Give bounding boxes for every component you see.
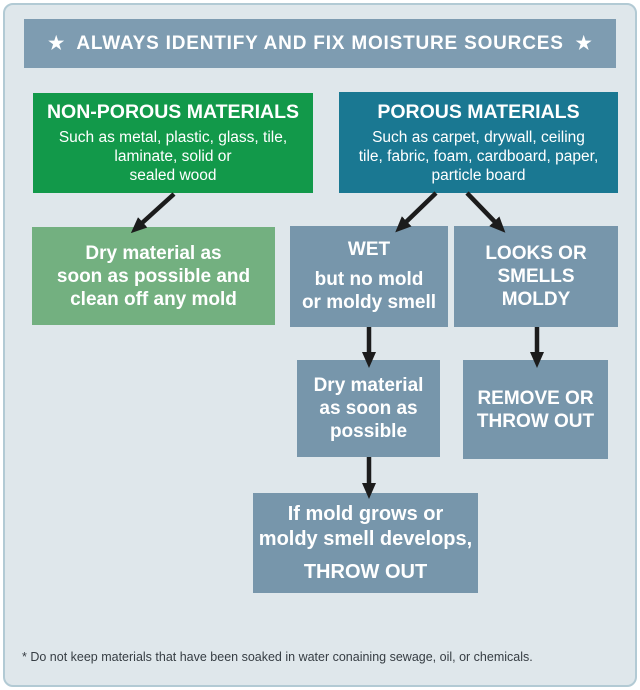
dry-and-clean-box: [32, 227, 275, 325]
porous-line: Such as carpet, drywall, ceiling: [372, 128, 585, 146]
looks-line: MOLDY: [501, 289, 571, 310]
dry-and-clean-line: soon as possible and: [56, 265, 251, 287]
dry-material-soon-box: [297, 360, 440, 457]
dry-soon-line: Dry material: [313, 375, 424, 396]
porous-line: particle board: [431, 166, 526, 184]
remove-line: THROW OUT: [476, 410, 595, 432]
porous-materials-box: [339, 92, 618, 193]
if-mold-grows-box: [253, 493, 478, 593]
dry-and-clean-line: clean off any mold: [70, 288, 237, 310]
dry-and-clean-line: Dry material as: [85, 242, 222, 264]
banner-title: ALWAYS IDENTIFY AND FIX MOISTURE SOURCES: [76, 32, 564, 54]
if-mold-line: If mold grows or: [287, 503, 444, 525]
porous-line: tile, fabric, foam, cardboard, paper,: [358, 147, 599, 165]
non-porous-materials-box: [33, 93, 313, 193]
wet-no-mold-box: [290, 226, 448, 327]
footnote: * Do not keep materials that have been soaked in water conaining sewage, oil, or chemicals.: [22, 650, 533, 664]
non-porous-line: sealed wood: [129, 167, 217, 184]
banner: [24, 19, 616, 68]
star-icon: ★: [48, 33, 65, 53]
non-porous-line: Such as metal, plastic, glass, tile,: [58, 129, 288, 146]
star-icon: ★: [575, 33, 592, 53]
non-porous-line: laminate, solid or: [114, 148, 232, 165]
dry-soon-line: possible: [329, 421, 408, 442]
dry-soon-line: as soon as: [319, 398, 418, 419]
looks-line: SMELLS: [497, 266, 575, 287]
non-porous-title: NON-POROUS MATERIALS: [46, 101, 300, 123]
remove-or-throw-out-box: [463, 360, 608, 459]
if-mold-line: moldy smell develops,: [258, 528, 473, 550]
porous-title: POROUS MATERIALS: [377, 100, 580, 123]
looks-or-smells-moldy-box: [454, 226, 618, 327]
wet-title: WET: [347, 239, 391, 260]
remove-line: REMOVE OR: [477, 387, 594, 409]
if-mold-action: THROW OUT: [303, 561, 428, 583]
wet-line: or moldy smell: [301, 292, 437, 313]
wet-line: but no mold: [314, 269, 424, 290]
looks-line: LOOKS OR: [485, 243, 587, 264]
